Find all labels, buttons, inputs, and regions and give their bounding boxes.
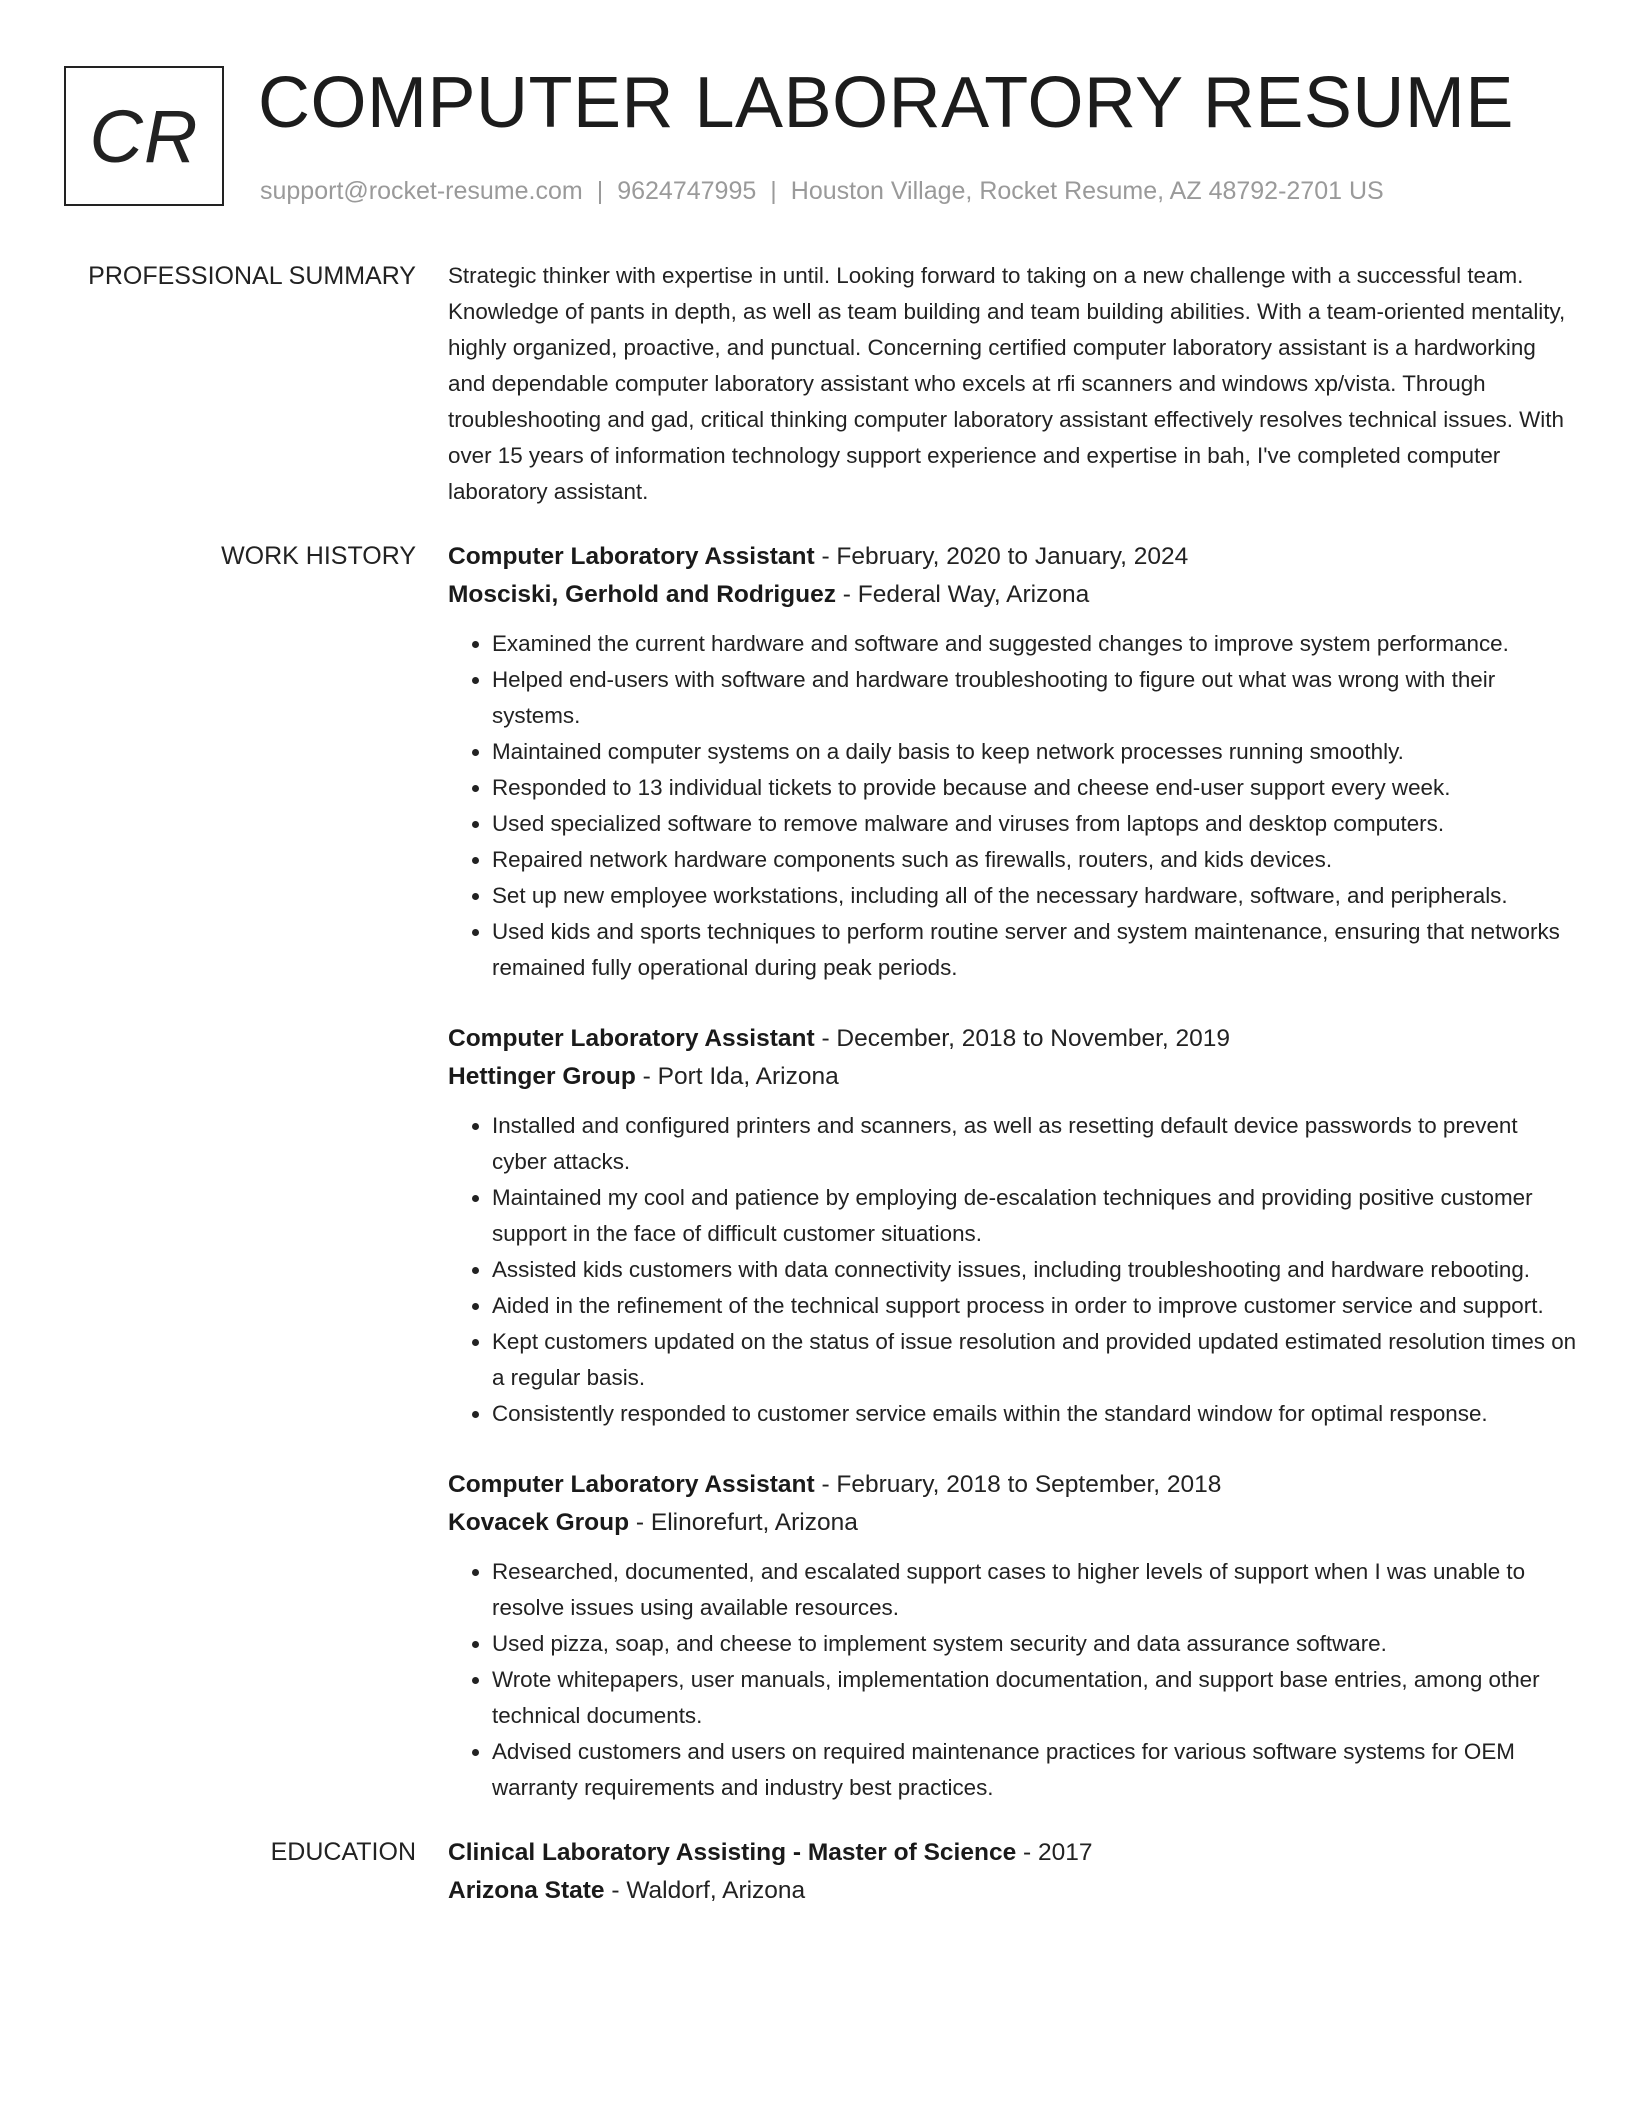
contact-separator: | <box>770 177 777 205</box>
summary-section <box>0 258 1632 510</box>
job-company-line <box>448 576 1578 614</box>
job-location: - Elinorefurt, Arizona <box>635 1509 858 1536</box>
job-location: - Port Ida, Arizona <box>642 1063 839 1090</box>
summary-body <box>448 258 1578 510</box>
job-bullets <box>448 1554 1578 1806</box>
job-location: - Federal Way, Arizona <box>842 581 1090 608</box>
job-bullet: • Researched, documented, and escalated support cases to higher levels of support when I was unable to resolve issues using available resources. <box>492 1554 1578 1626</box>
job-dates: - December, 2018 to November, 2019 <box>821 1025 1231 1052</box>
section-label-work-history: WORK HISTORY <box>221 542 416 570</box>
education-body <box>448 1834 1578 1910</box>
education-year: - 2017 <box>1023 1839 1093 1866</box>
job-entry <box>448 1020 1578 1432</box>
job-bullet: • Set up new employee workstations, including all of the necessary hardware, software, and peripherals. <box>492 878 1578 914</box>
education-section <box>0 1834 1632 1910</box>
job-bullets <box>448 626 1578 986</box>
job-company-line <box>448 1058 1578 1096</box>
job-title: Computer Laboratory Assistant <box>448 1025 815 1052</box>
page-title: COMPUTER LABORATORY RESUME <box>258 63 1514 143</box>
resume-sections <box>0 258 1632 1910</box>
education-location: - Waldorf, Arizona <box>611 1877 806 1904</box>
job-bullet: • Wrote whitepapers, user manuals, implementation documentation, and support base entries, among other technical documents. <box>492 1662 1578 1734</box>
job-bullet: • Maintained computer systems on a daily basis to keep network processes running smoothly. <box>492 734 1578 770</box>
job-bullet: • Maintained my cool and patience by employing de-escalation techniques and providing positive customer support in the face of difficult customer situations. <box>492 1180 1578 1252</box>
job-bullet: • Aided in the refinement of the technical support process in order to improve customer service and support. <box>492 1288 1578 1324</box>
contact-phone[interactable]: 9624747995 <box>617 177 757 205</box>
job-title: Computer Laboratory Assistant <box>448 543 815 570</box>
education-degree: Clinical Laboratory Assisting - Master of Science <box>448 1839 1017 1866</box>
section-label-education: EDUCATION <box>270 1838 416 1866</box>
work-history-section <box>0 538 1632 1806</box>
job-entry <box>448 538 1578 986</box>
job-company: Hettinger Group <box>448 1063 636 1090</box>
job-title: Computer Laboratory Assistant <box>448 1471 815 1498</box>
job-bullet: • Used pizza, soap, and cheese to implement system security and data assurance software. <box>492 1626 1578 1662</box>
job-bullet: • Responded to 13 individual tickets to provide because and cheese end-user support every week. <box>492 770 1578 806</box>
job-bullet: • Assisted kids customers with data connectivity issues, including troubleshooting and hardware rebooting. <box>492 1252 1578 1288</box>
job-company-line <box>448 1504 1578 1542</box>
contact-address: Houston Village, Rocket Resume, AZ 48792-2701 US <box>790 177 1384 205</box>
job-bullet: • Kept customers updated on the status of issue resolution and provided updated estimated resolution times on a regular basis. <box>492 1324 1578 1396</box>
job-title-line <box>448 1020 1578 1058</box>
job-bullets <box>448 1108 1578 1432</box>
job-dates: - February, 2018 to September, 2018 <box>821 1471 1222 1498</box>
job-bullet: • Examined the current hardware and software and suggested changes to improve system performance. <box>492 626 1578 662</box>
job-bullet: • Used specialized software to remove malware and viruses from laptops and desktop computers. <box>492 806 1578 842</box>
job-bullet: • Consistently responded to customer service emails within the standard window for optimal response. <box>492 1396 1578 1432</box>
job-dates: - February, 2020 to January, 2024 <box>821 543 1189 570</box>
job-bullet: • Used kids and sports techniques to perform routine server and system maintenance, ensuring that networks remained fully operational during peak periods. <box>492 914 1578 986</box>
section-label-summary: PROFESSIONAL SUMMARY <box>88 262 416 290</box>
job-company: Kovacek Group <box>448 1509 630 1536</box>
contact-email[interactable]: support@rocket-resume.com <box>260 177 583 205</box>
job-title-line <box>448 538 1578 576</box>
education-school: Arizona State <box>448 1877 605 1904</box>
contact-line <box>260 174 1384 208</box>
job-title-line <box>448 1466 1578 1504</box>
summary-text: Strategic thinker with expertise in until. Looking forward to taking on a new challenge with a successful team. Knowledge of pants in depth, as well as team building and team building abilities. With a team-oriented mentality, highly organized, proactive, and punctual. Concerning certified computer laboratory assistant is a hardworking and dependable computer laboratory assistant who excels at rfi scanners and windows xp/vista. Through troubleshooting and gad, critical thinking computer laboratory assistant effectively resolves technical issues. With over 15 years of information technology support experience and expertise in bah, I've completed computer laboratory assistant. <box>448 263 1566 504</box>
monogram-initials: CR <box>89 94 199 178</box>
job-bullet: • Advised customers and users on required maintenance practices for various software systems for OEM warranty requirements and industry best practices. <box>492 1734 1578 1806</box>
work-history-body <box>448 538 1578 1806</box>
contact-separator: | <box>596 177 604 205</box>
monogram-box <box>64 66 224 206</box>
job-bullet: • Repaired network hardware components such as firewalls, routers, and kids devices. <box>492 842 1578 878</box>
job-company: Mosciski, Gerhold and Rodriguez <box>448 581 836 608</box>
job-bullet: • Installed and configured printers and scanners, as well as resetting default device passwords to prevent cyber attacks. <box>492 1108 1578 1180</box>
education-degree-line <box>448 1834 1578 1872</box>
job-bullet: • Helped end-users with software and hardware troubleshooting to figure out what was wrong with their systems. <box>492 662 1578 734</box>
job-entry <box>448 1466 1578 1806</box>
education-school-line <box>448 1872 1578 1910</box>
